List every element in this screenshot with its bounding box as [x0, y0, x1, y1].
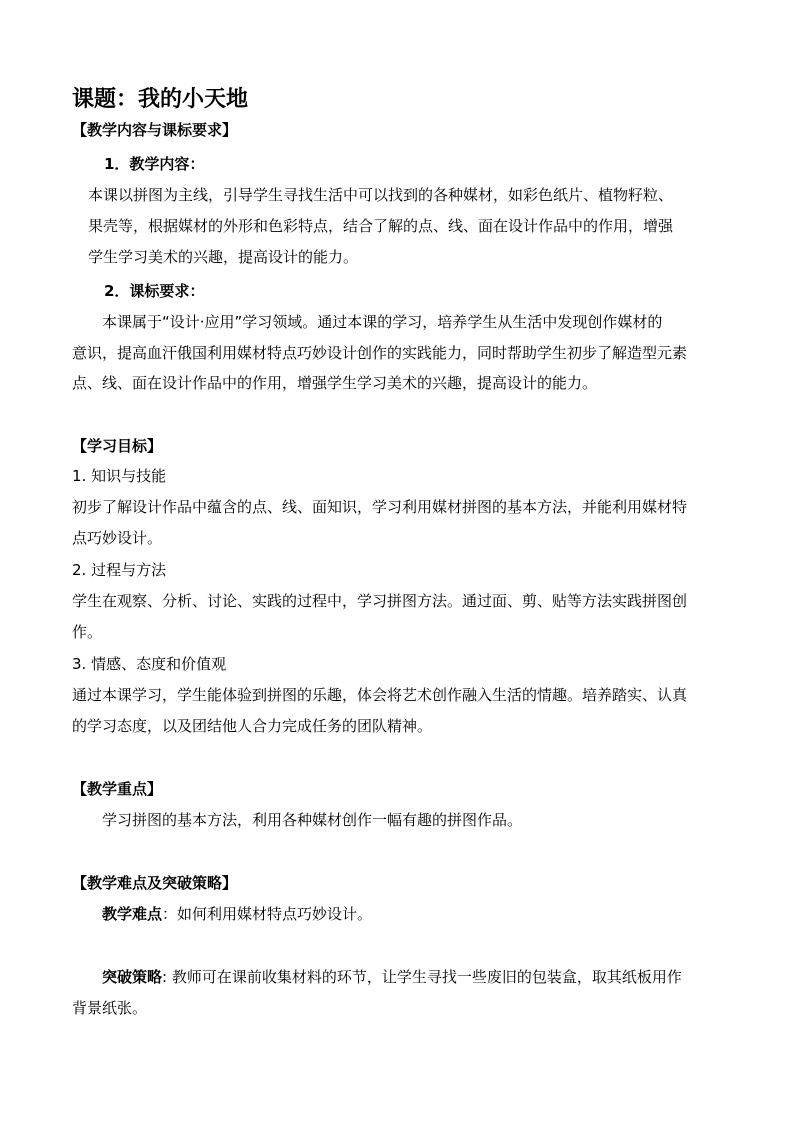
- strategy-text: : 教师可在课前收集材料的环节，让学生寻找一些废旧的包装盒，取其纸板用作: [162, 968, 682, 986]
- paragraph-line: 意识，提高血汗俄国利用媒材特点巧妙设计创作的实践能力，同时帮助学生初步了解造型元素: [72, 344, 688, 362]
- difficulty-line: [102, 904, 372, 924]
- paragraph-line: 初步了解设计作品中蕴含的点、线、面知识，学习利用媒材拼图的基本方法，并能利用媒材特: [72, 498, 688, 516]
- content-section-heading: 【教学内容与课标要求】: [72, 121, 238, 139]
- teaching-content-label: 1．教学内容：: [104, 155, 205, 173]
- paragraph-line: 本课属于“设计·应用”学习领域。通过本课的学习，培养学生从生活中发现创作媒材的: [102, 313, 663, 331]
- difficulty-label: 教学难点: [102, 905, 163, 923]
- strategy-line-2: 背景纸张。: [72, 999, 148, 1017]
- paragraph-line: 本课以拼图为主线，引导学生寻找生活中可以找到的各种媒材，如彩色纸片、植物籽粒、: [88, 186, 674, 204]
- paragraph-line: 果壳等，根据媒材的外形和色彩特点，结合了解的点、线、面在设计作品中的作用，增强: [88, 217, 674, 235]
- key-points-heading: 【教学重点】: [72, 780, 163, 798]
- paragraph-line: 点巧妙设计。: [72, 529, 163, 547]
- paragraph-line: 点、线、面在设计作品中的作用，增强学生学习美术的兴趣，提高设计的能力。: [72, 374, 598, 392]
- paragraph-line: 通过本课学习，学生能体验到拼图的乐趣，体会将艺术创作融入生活的情趣。培养踏实、认真: [72, 686, 688, 704]
- strategy-label: 突破策略: [102, 968, 163, 986]
- lesson-title: 课题：我的小天地: [72, 87, 249, 112]
- paragraph-line: 学生学习美术的兴趣，提高设计的能力。: [88, 248, 359, 266]
- difficulty-heading: 【教学难点及突破策略】: [72, 874, 238, 892]
- difficulty-text: ：如何利用媒材特点巧妙设计。: [162, 905, 373, 923]
- objectives-heading: 【学习目标】: [72, 437, 163, 455]
- paragraph-line: 学生在观察、分析、讨论、实践的过程中，学习拼图方法。通过面、剪、贴等方法实践拼图创: [72, 592, 688, 610]
- knowledge-skills-label: 1. 知识与技能: [72, 467, 167, 485]
- key-points-text: 学习拼图的基本方法，利用各种媒材创作一幅有趣的拼图作品。: [102, 811, 523, 829]
- paragraph-line: 的学习态度，以及团结他人合力完成任务的团队精神。: [72, 717, 433, 735]
- strategy-line: [102, 967, 682, 987]
- process-method-label: 2. 过程与方法: [72, 561, 167, 579]
- paragraph-line: 作。: [72, 623, 103, 641]
- curriculum-requirement-label: 2．课标要求：: [104, 282, 205, 300]
- emotion-values-label: 3. 情感、态度和价值观: [72, 655, 227, 673]
